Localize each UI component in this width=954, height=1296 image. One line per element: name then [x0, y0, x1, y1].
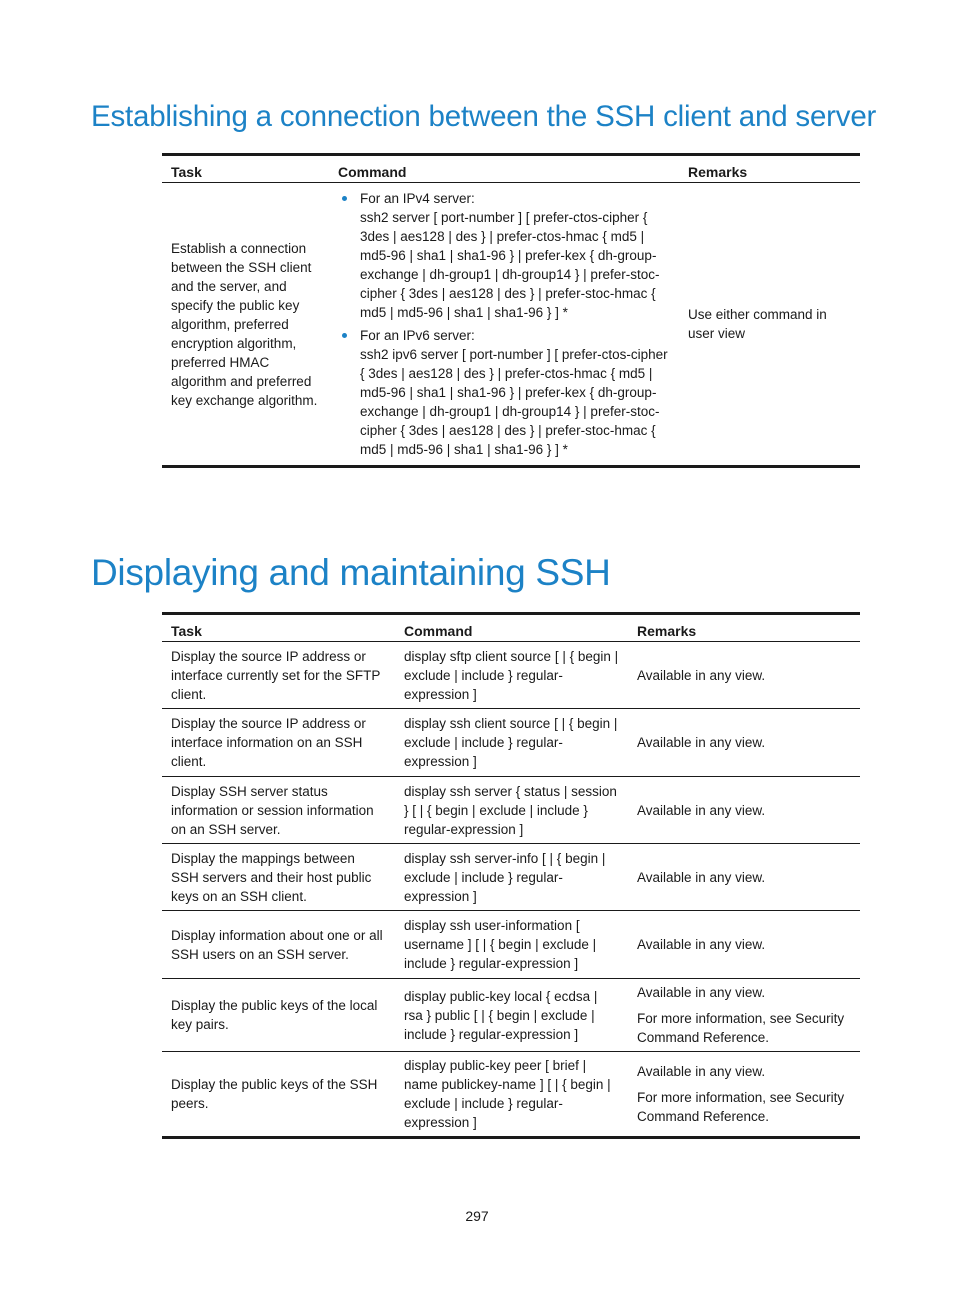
remark-text: Available in any view.: [637, 1064, 766, 1079]
ssh-connection-table: [162, 153, 860, 468]
header-remarks: Remarks: [679, 155, 860, 183]
task-cell: Display the source IP address or interface currently set for the SFTP client.: [162, 642, 395, 709]
ipv4-item: [338, 189, 670, 322]
remark-text: Available in any view.: [637, 985, 766, 1000]
command-cell: display ssh client source [ | { begin | exclude | include } regular-expression ]: [395, 709, 628, 777]
remark-reference: For more information, see Security Command Reference.: [637, 1090, 845, 1124]
remarks-cell: [628, 709, 860, 777]
remarks-cell: [628, 1052, 860, 1138]
ipv6-label: For an IPv6 server:: [360, 328, 475, 343]
task-cell: Display the public keys of the local key pairs.: [162, 979, 395, 1052]
task-cell: Establish a connection between the SSH client and the server, and specify the public key algorithm, preferred encryption algorithm, preferred HMAC algorithm and preferred key exchange algorithm.: [162, 183, 329, 467]
command-cell: display ssh server { status | session } [ | { begin | exclude | include } regular-expression ]: [395, 777, 628, 844]
remark-text: Available in any view.: [637, 667, 766, 683]
section-heading-display-ssh: Displaying and maintaining SSH: [91, 552, 611, 593]
remark-text: Available in any view.: [637, 802, 766, 818]
display-ssh-table: [162, 612, 860, 1139]
header-task: Task: [162, 614, 395, 642]
header-remarks: Remarks: [628, 614, 860, 642]
section-heading-ssh-connection: Establishing a connection between the SSH client and server: [91, 100, 877, 133]
table-header-row: [162, 155, 860, 183]
command-cell: [329, 183, 679, 467]
remarks-cell: [628, 979, 860, 1052]
ipv4-label: For an IPv4 server:: [360, 191, 475, 206]
command-cell: display ssh user-information [ username ] [ | { begin | exclude | include } regular-expression ]: [395, 911, 628, 979]
remarks-cell: [628, 911, 860, 979]
header-task: Task: [162, 155, 329, 183]
task-cell: Display SSH server status information or session information on an SSH server.: [162, 777, 395, 844]
header-command: Command: [395, 614, 628, 642]
remark-text: Available in any view.: [637, 735, 766, 750]
table-row: [162, 642, 860, 709]
remark-text: Available in any view.: [637, 937, 766, 952]
command-cell: display sftp client source [ | { begin | exclude | include } regular-expression ]: [395, 642, 628, 709]
task-cell: Display the public keys of the SSH peers.: [162, 1052, 395, 1138]
task-cell: Display information about one or all SSH users on an SSH server.: [162, 911, 395, 979]
command-cell: display ssh server-info [ | { begin | exclude | include } regular-expression ]: [395, 844, 628, 911]
page-number: 297: [465, 1208, 489, 1224]
table-row: [162, 709, 860, 777]
table-row: [162, 1052, 860, 1138]
table-row: [162, 911, 860, 979]
ipv6-item: [338, 326, 670, 459]
remarks-cell: [628, 777, 860, 844]
task-cell: Display the source IP address or interface information on an SSH client.: [162, 709, 395, 777]
table-row: [162, 183, 860, 467]
remarks-cell: [628, 642, 860, 709]
command-cell: display public-key local { ecdsa | rsa } public [ | { begin | exclude | include } regular-expression ]: [395, 979, 628, 1052]
table-header-row: [162, 614, 860, 642]
remarks-cell: [628, 844, 860, 911]
remark-reference: For more information, see Security Command Reference.: [637, 1011, 845, 1045]
ipv6-command: ssh2 ipv6 server [ port-number ] [ prefer-ctos-cipher { 3des | aes128 | des } | prefer-ctos-hmac { md5 | md5-96 | sha1 | sha1-96 } | prefer-kex { dh-group-exchange | dh-group1 | dh-group14 } | prefer-stoc-cipher { 3des | aes128 | des } | prefer-stoc-hmac { md5 | md5-96 | sha1 | sha1-96 } ] *: [360, 347, 668, 457]
ipv4-command: ssh2 server [ port-number ] [ prefer-ctos-cipher { 3des | aes128 | des } | prefer-ctos-hmac { md5 | md5-96 | sha1 | sha1-96 } | prefer-kex { dh-group-exchange | dh-group1 | dh-group14 } | prefer-stoc-cipher { 3des | aes128 | des } | prefer-stoc-hmac { md5 | md5-96 | sha1 | sha1-96 } ] *: [360, 210, 660, 320]
command-cell: display public-key peer [ brief | name publickey-name ] [ | { begin | exclude | include } regular-expression ]: [395, 1052, 628, 1138]
header-command: Command: [329, 155, 679, 183]
remark-text: Available in any view.: [637, 869, 766, 885]
table-row: [162, 844, 860, 911]
table-row: [162, 777, 860, 844]
task-cell: Display the mappings between SSH servers and their host public keys on an SSH client.: [162, 844, 395, 911]
remarks-cell: Use either command in user view: [679, 183, 860, 467]
table-row: [162, 979, 860, 1052]
